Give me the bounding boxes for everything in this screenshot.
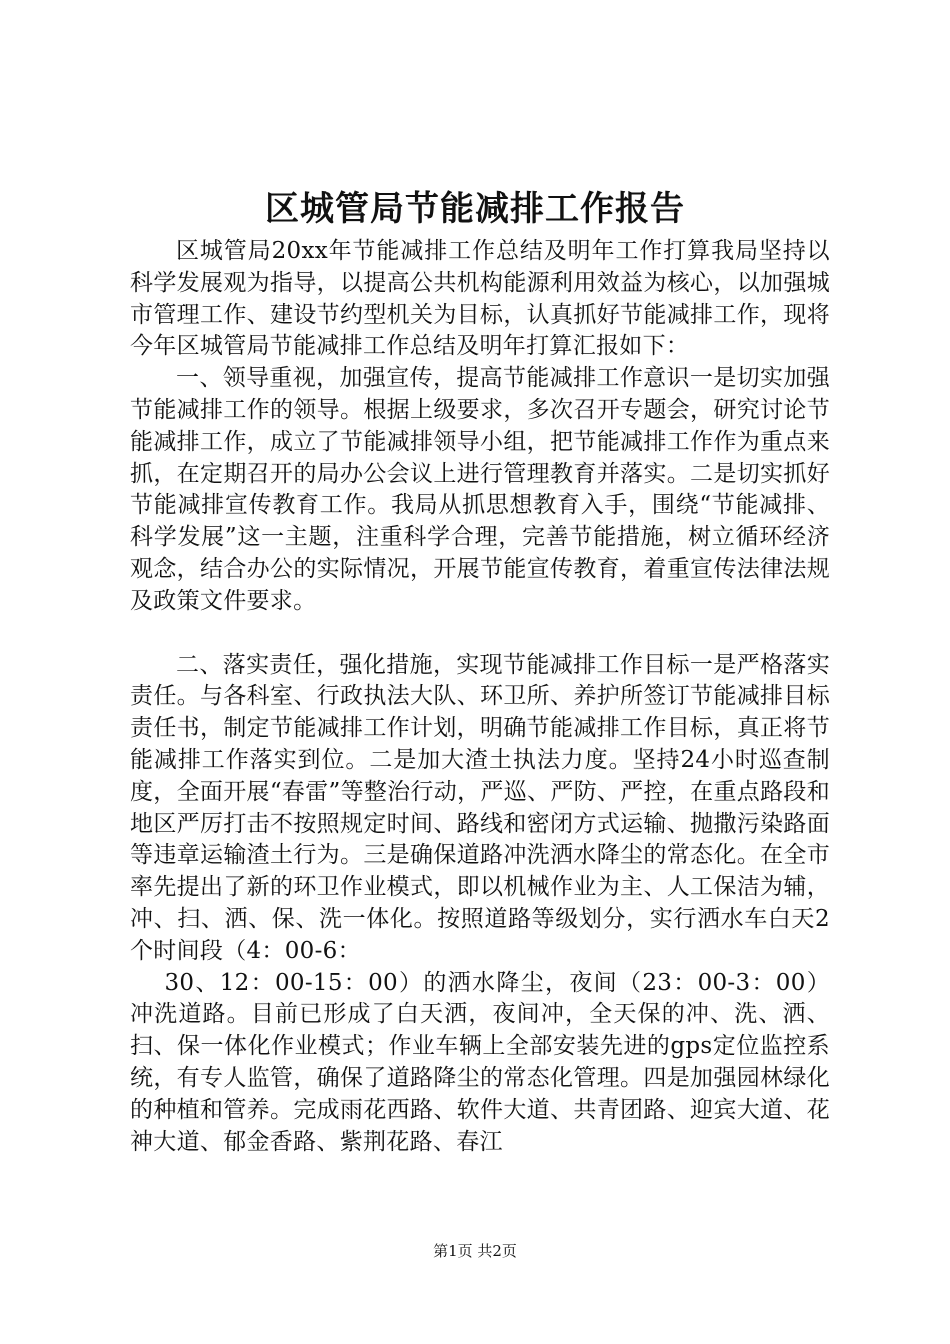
paragraph-intro: 区城管局20xx年节能减排工作总结及明年工作打算我局坚持以科学发展观为指导，以提高公共机构能源利用效益为核心，以加强城市管理工作、建设节约型机关为目标，认真抓好节能减排工作，现将今年区城管局节能减排工作总结及明年打算汇报如下： [130, 238, 830, 360]
paragraph-section-2: 二、落实责任，强化措施，实现节能减排工作目标一是严格落实责任。与各科室、行政执法大队、环卫所、养护所签订节能减排目标责任书，制定节能减排工作计划，明确节能减排工作目标，真正将节能减排工作落实到位。二是加大渣土执法力度。坚持24小时巡查制度，全面开展“春雷”等整治行动，严巡、严防、严控，在重点路段和地区严厉打击不按照规定时间、路线和密闭方式运输、抛撒污染路面等违章运输渣土行为。三是确保道路冲洗洒水降尘的常态化。在全市率先提出了新的环卫作业模式，即以机械作业为主、人工保洁为辅，冲、扫、洒、保、洗一体化。按照道路等级划分，实行洒水车白天2个时间段（4：00-6： [130, 651, 830, 964]
paragraph-section-1: 一、领导重视，加强宣传，提高节能减排工作意识一是切实加强节能减排工作的领导。根据上级要求，多次召开专题会，研究讨论节能减排工作，成立了节能减排领导小组，把节能减排工作作为重点来抓，在定期召开的局办公会议上进行管理教育并落实。二是切实抓好节能减排宣传教育工作。我局从抓思想教育入手，围绕“节能减排、科学发展”这一主题，注重科学合理，完善节能措施，树立循环经济观念，结合办公的实际情况，开展节能宣传教育，着重宣传法律法规及政策文件要求。 [130, 365, 830, 614]
document-title: 区城管局节能减排工作报告 [265, 189, 685, 229]
page-footer: 第1页 共2页 [433, 1242, 517, 1260]
paragraph-section-2-continued: 30、12：00-15：00）的洒水降尘，夜间（23：00-3：00）冲洗道路。目前已形成了白天洒，夜间冲，全天保的冲、洗、洒、扫、保一体化作业模式；作业车辆上全部安装先进的gps定位监控系统，有专人监管，确保了道路降尘的常态化管理。四是加强园林绿化的种植和管养。完成雨花西路、软件大道、共青团路、迎宾大道、花神大道、郁金香路、紫荆花路、春江 [130, 969, 830, 1155]
document-body [130, 236, 830, 1158]
